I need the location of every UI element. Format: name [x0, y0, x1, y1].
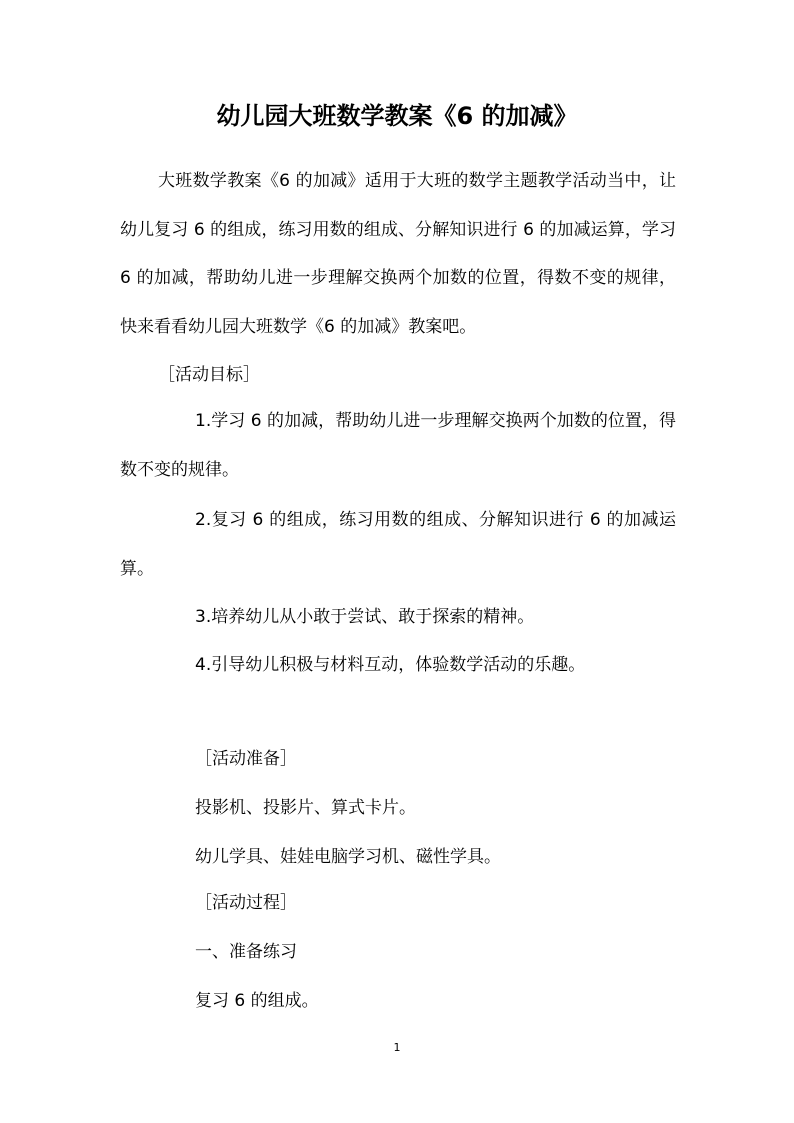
process-heading: ［活动过程］ — [195, 893, 297, 913]
process-text-1: 复习 6 的组成。 — [195, 991, 319, 1011]
goal-item-2: 2.复习 6 的组成，练习用数的组成、分解知识进行 6 的加减运算。 — [120, 510, 676, 579]
process-step-1: 一、准备练习 — [195, 942, 297, 962]
goal-item-1: 1.学习 6 的加减，帮助幼儿进一步理解交换两个加数的位置，得数不变的规律。 — [120, 411, 676, 480]
prep-heading: ［活动准备］ — [195, 749, 297, 769]
prep-item-2: 幼儿学具、娃娃电脑学习机、磁性学具。 — [195, 847, 501, 867]
prep-item-1: 投影机、投影片、算式卡片。 — [195, 798, 416, 818]
goals-heading: ［活动目标］ — [158, 365, 260, 385]
intro-paragraph: 大班数学教案《6 的加减》适用于大班的数学主题教学活动当中，让幼儿复习 6 的组成，练习用数的组成、分解知识进行 6 的加减运算，学习 6 的加减，帮助幼儿进一步理解交换两个加数的位置，得数不变的规律，快来看看幼儿园大班数学《6 的加减》教案吧。 — [120, 171, 676, 337]
page-number: 1 — [393, 1041, 401, 1054]
goal-item-4: 4.引导幼儿积极与材料互动，体验数学活动的乐趣。 — [195, 655, 586, 675]
document-title: 幼儿园大班数学教案《6 的加减》 — [216, 102, 578, 130]
goal-item-3: 3.培养幼儿从小敢于尝试、敢于探索的精神。 — [195, 607, 535, 627]
